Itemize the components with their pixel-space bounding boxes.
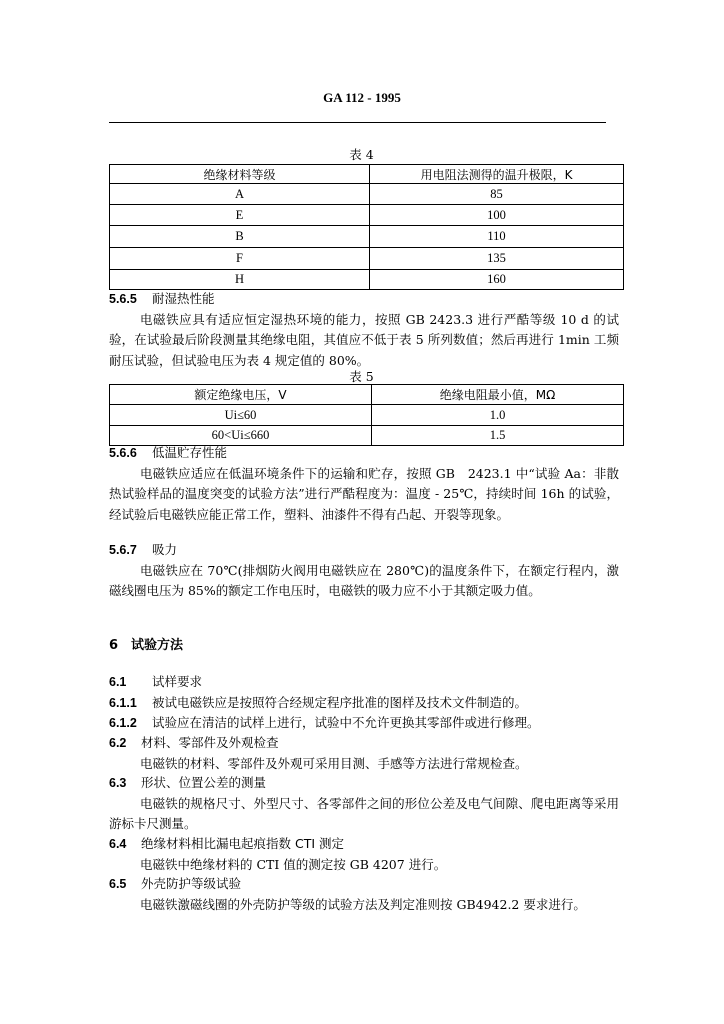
document-code: GA 112 - 1995 — [323, 90, 401, 105]
table-row — [110, 270, 624, 290]
section-6-heading — [109, 634, 183, 653]
table4-grade: A — [110, 184, 370, 205]
clause-number: 6.1 — [109, 675, 127, 689]
table5-resistance: 1.5 — [372, 426, 624, 446]
clause-title: 材料、零部件及外观检查 — [141, 735, 279, 750]
clause-6-3 — [109, 773, 619, 835]
clause-6-4 — [109, 834, 619, 875]
table4-limit: 110 — [370, 226, 624, 248]
clause-title: 形状、位置公差的测量 — [141, 775, 267, 790]
table4-grade: B — [110, 226, 370, 248]
table4-header-grade: 绝缘材料等级 — [110, 165, 370, 184]
clause-title: 耐湿热性能 — [152, 291, 215, 306]
table5-resistance: 1.0 — [372, 405, 624, 426]
table5-caption: 表 5 — [349, 369, 374, 384]
table5-header-voltage: 额定绝缘电压，V — [110, 385, 372, 405]
table-row — [110, 226, 624, 248]
table4-limit: 100 — [370, 205, 624, 226]
clause-number: 6.3 — [109, 776, 127, 790]
table-row — [110, 205, 624, 226]
clause-text: 被试电磁铁应是按照符合经规定程序批准的图样及技术文件制造的。 — [152, 694, 528, 710]
clause-number: 6.2 — [109, 736, 127, 750]
clause-title: 低温贮存性能 — [152, 445, 228, 460]
table4-grade: E — [110, 205, 370, 226]
clause-title: 吸力 — [152, 542, 178, 557]
table-row — [110, 184, 624, 205]
clause-number: 6.1.1 — [109, 695, 137, 710]
table-row — [110, 248, 624, 270]
clause-5-6-6 — [109, 443, 619, 525]
clause-title: 试样要求 — [152, 674, 203, 689]
clause-text: 试验应在清洁的试样上进行，试验中不允许更换其零部件或进行修理。 — [152, 715, 540, 730]
table4-caption: 表 4 — [349, 147, 374, 162]
section-number: 6 — [109, 638, 119, 653]
table5-header-resistance: 绝缘电阻最小值，MΩ — [372, 385, 624, 405]
clause-body: 电磁铁的材料、零部件及外观可采用目测、手感等方法进行常规检查。 — [140, 755, 528, 771]
table5-voltage: 60<Ui≤660 — [110, 426, 372, 446]
clause-body: 电磁铁的规格尺寸、外型尺寸、各零部件之间的形位公差及电气间隙、爬电距离等采用游标卡尺测量。 — [109, 795, 619, 831]
table4-limit: 160 — [370, 270, 624, 290]
clause-body: 电磁铁中绝缘材料的 CTI 值的测定按 GB 4207 进行。 — [140, 856, 447, 872]
section-title: 试验方法 — [131, 638, 184, 653]
clause-number: 6.1.2 — [109, 716, 137, 730]
header-rule — [109, 122, 606, 123]
table5 — [109, 384, 624, 446]
table4-header-limit: 用电阻法测得的温升极限，K — [370, 165, 624, 184]
table-row — [110, 405, 624, 426]
clause-body: 电磁铁激磁线圈的外壳防护等级的试验方法及判定准则按 GB4942.2 要求进行。 — [140, 896, 586, 912]
table4-limit: 85 — [370, 184, 624, 205]
clause-5-6-7 — [109, 540, 619, 602]
clause-body: 电磁铁应在 70℃(排烟防火阀用电磁铁应在 280℃)的温度条件下，在额定行程内，激磁线圈电压为 85%的额定工作电压时，电磁铁的吸力应不小于其额定吸力值。 — [109, 562, 619, 598]
clause-title: 绝缘材料相比漏电起痕指数 CTI 测定 — [141, 836, 344, 851]
table4 — [109, 164, 624, 290]
clause-number: 5.6.7 — [109, 543, 137, 557]
clause-body: 电磁铁应适应在低温环境条件下的运输和贮存，按照 GB 2423.1 中“试验 Aa：非散热试验样品的温度突变的试验方法”进行严酷程度为：温度 - 25℃，持续时间 16h 的试验，经试验后电磁铁应能正常工作，塑料、油漆件不得有凸起、开裂等现象。 — [109, 465, 619, 522]
clause-body: 电磁铁应具有适应恒定湿热环境的能力，按照 GB 2423.3 进行严酷等级 10 d 的试验，在试验最后阶段测量其绝缘电阻，其值应不低于表 5 所列数值；然后再进行 1min 工频耐压试验，但试验电压为表 4 规定值的 80%。 — [109, 311, 619, 368]
clause-title: 外壳防护等级试验 — [141, 876, 242, 891]
clause-6-2 — [109, 733, 619, 774]
clause-number: 6.5 — [109, 877, 127, 891]
table4-grade: F — [110, 248, 370, 270]
clause-number: 5.6.6 — [109, 446, 137, 460]
clause-6-5 — [109, 874, 619, 915]
clause-6-1 — [109, 672, 619, 734]
clause-number: 6.4 — [109, 837, 127, 851]
table4-grade: H — [110, 270, 370, 290]
clause-number: 5.6.5 — [109, 292, 137, 306]
table5-voltage: Ui≤60 — [110, 405, 372, 426]
table4-limit: 135 — [370, 248, 624, 270]
clause-5-6-5 — [109, 289, 619, 371]
